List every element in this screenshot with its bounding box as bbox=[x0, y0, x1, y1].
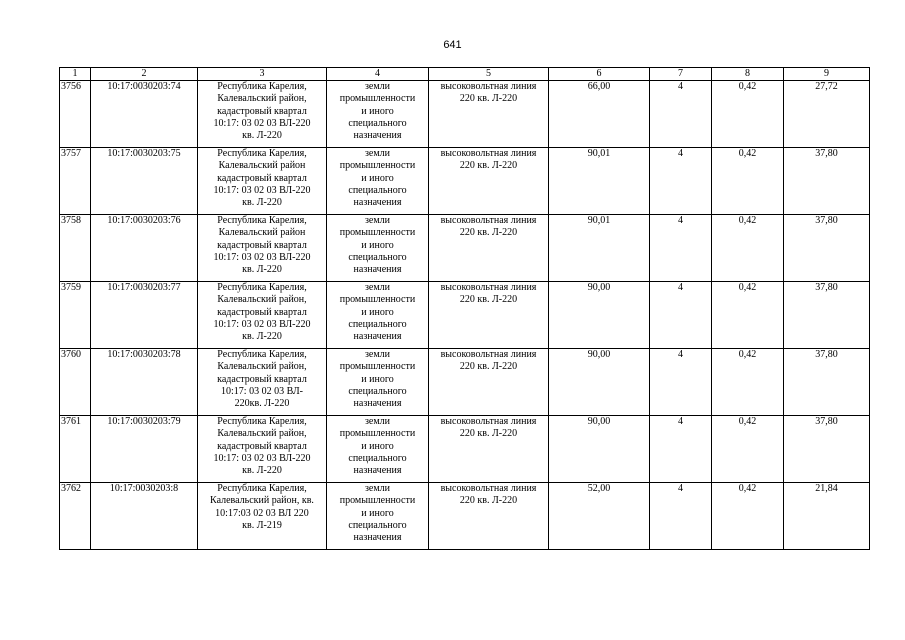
column-header: 2 bbox=[91, 68, 198, 81]
location-cell-line: 10:17: 03 02 03 ВЛ- bbox=[221, 385, 303, 397]
permitted-use-cell-line: высоковольтная линия bbox=[440, 215, 537, 226]
sum-value: 37,80 bbox=[784, 148, 870, 215]
column-7-value: 4 bbox=[650, 148, 712, 215]
location-cell-line: Калевальский район bbox=[218, 160, 306, 172]
land-category-cell-line: промышленности bbox=[339, 495, 416, 507]
land-category-cell-line: специального bbox=[348, 452, 407, 464]
table-row bbox=[60, 349, 870, 416]
location-cell-line: 10:17: 03 02 03 ВЛ-220 bbox=[213, 452, 311, 464]
land-registry-table bbox=[59, 67, 870, 550]
area-value: 90,00 bbox=[549, 416, 650, 483]
location-cell bbox=[198, 215, 327, 282]
land-category-cell-line: промышленности bbox=[339, 160, 416, 172]
table-row bbox=[60, 483, 870, 550]
cadastral-number: 10:17:0030203:76 bbox=[91, 215, 198, 282]
land-category-cell-line: промышленности bbox=[339, 227, 416, 239]
permitted-use-cell-line: 220 кв. Л-220 bbox=[459, 428, 518, 440]
sum-value: 37,80 bbox=[784, 349, 870, 416]
column-header: 4 bbox=[327, 68, 429, 81]
area-value: 52,00 bbox=[549, 483, 650, 550]
row-number: 3756 bbox=[60, 81, 91, 148]
row-number: 3759 bbox=[60, 282, 91, 349]
location-cell-line: Калевальский район, bbox=[217, 294, 307, 306]
permitted-use-cell bbox=[429, 215, 549, 282]
permitted-use-cell-line: высоковольтная линия bbox=[440, 148, 537, 159]
cadastral-number: 10:17:0030203:77 bbox=[91, 282, 198, 349]
permitted-use-cell bbox=[429, 349, 549, 416]
location-cell-line: Республика Карелия, bbox=[217, 81, 307, 92]
row-number: 3761 bbox=[60, 416, 91, 483]
land-category-cell-line: земли bbox=[364, 483, 391, 494]
land-category-cell-line: промышленности bbox=[339, 93, 416, 105]
permitted-use-cell bbox=[429, 416, 549, 483]
rate-value: 0,42 bbox=[712, 416, 784, 483]
sum-value: 37,80 bbox=[784, 416, 870, 483]
location-cell-line: кв. Л-220 bbox=[242, 197, 282, 209]
land-category-cell-line: специального bbox=[348, 184, 407, 196]
location-cell-line: 10:17: 03 02 03 ВЛ-220 bbox=[213, 184, 311, 196]
land-category-cell-line: назначения bbox=[353, 130, 402, 142]
land-category-cell-line: и иного bbox=[361, 105, 394, 117]
page-number: 641 bbox=[443, 39, 462, 51]
location-cell-line: Калевальский район, bbox=[217, 361, 307, 373]
column-header: 1 bbox=[60, 68, 91, 81]
land-category-cell-line: и иного bbox=[361, 507, 394, 519]
header-row bbox=[60, 68, 870, 81]
permitted-use-cell-line: 220 кв. Л-220 bbox=[459, 495, 518, 507]
location-cell-line: 10:17: 03 02 03 ВЛ-220 bbox=[213, 117, 311, 129]
rate-value: 0,42 bbox=[712, 282, 784, 349]
location-cell-line: кв. Л-220 bbox=[242, 130, 282, 142]
land-category-cell bbox=[327, 282, 429, 349]
row-number: 3757 bbox=[60, 148, 91, 215]
permitted-use-cell-line: высоковольтная линия bbox=[440, 416, 537, 427]
location-cell-line: Республика Карелия, bbox=[217, 215, 307, 226]
area-value: 90,01 bbox=[549, 148, 650, 215]
location-cell-line: кадастровый квартал bbox=[217, 373, 307, 385]
location-cell-line: кадастровый квартал bbox=[217, 306, 307, 318]
permitted-use-cell-line: высоковольтная линия bbox=[440, 81, 537, 92]
column-7-value: 4 bbox=[650, 349, 712, 416]
column-header: 5 bbox=[429, 68, 549, 81]
land-category-cell-line: и иного bbox=[361, 172, 394, 184]
rate-value: 0,42 bbox=[712, 81, 784, 148]
row-number: 3762 bbox=[60, 483, 91, 550]
location-cell-line: Республика Карелия, bbox=[217, 349, 307, 360]
permitted-use-cell-line: высоковольтная линия bbox=[440, 483, 537, 494]
table-row bbox=[60, 215, 870, 282]
column-header: 9 bbox=[784, 68, 870, 81]
location-cell-line: Калевальский район, кв. bbox=[210, 495, 314, 507]
location-cell bbox=[198, 148, 327, 215]
location-cell bbox=[198, 416, 327, 483]
location-cell-line: Республика Карелия, bbox=[217, 416, 307, 427]
permitted-use-cell-line: высоковольтная линия bbox=[440, 349, 537, 360]
land-category-cell-line: специального bbox=[348, 117, 407, 129]
location-cell-line: кадастровый квартал bbox=[217, 105, 307, 117]
rate-value: 0,42 bbox=[712, 349, 784, 416]
sum-value: 37,80 bbox=[784, 282, 870, 349]
area-value: 90,01 bbox=[549, 215, 650, 282]
land-category-cell-line: назначения bbox=[353, 197, 402, 209]
land-category-cell-line: земли bbox=[364, 349, 391, 360]
location-cell bbox=[198, 349, 327, 416]
land-category-cell bbox=[327, 483, 429, 550]
rate-value: 0,42 bbox=[712, 148, 784, 215]
location-cell-line: Калевальский район, bbox=[217, 428, 307, 440]
land-category-cell-line: назначения bbox=[353, 264, 402, 276]
location-cell-line: кв. Л-220 bbox=[242, 465, 282, 477]
land-category-cell-line: земли bbox=[364, 215, 391, 226]
column-header: 8 bbox=[712, 68, 784, 81]
land-category-cell-line: назначения bbox=[353, 465, 402, 477]
cadastral-number: 10:17:0030203:75 bbox=[91, 148, 198, 215]
area-value: 66,00 bbox=[549, 81, 650, 148]
location-cell-line: Республика Карелия, bbox=[217, 282, 307, 293]
table-row bbox=[60, 148, 870, 215]
land-category-cell-line: и иного bbox=[361, 373, 394, 385]
permitted-use-cell-line: 220 кв. Л-220 bbox=[459, 160, 518, 172]
land-category-cell-line: земли bbox=[364, 81, 391, 92]
column-7-value: 4 bbox=[650, 483, 712, 550]
land-category-cell-line: и иного bbox=[361, 306, 394, 318]
location-cell bbox=[198, 282, 327, 349]
sum-value: 37,80 bbox=[784, 215, 870, 282]
location-cell-line: Калевальский район, bbox=[217, 93, 307, 105]
land-category-cell bbox=[327, 416, 429, 483]
permitted-use-cell-line: 220 кв. Л-220 bbox=[459, 227, 518, 239]
column-7-value: 4 bbox=[650, 81, 712, 148]
land-category-cell-line: специального bbox=[348, 385, 407, 397]
cadastral-number: 10:17:0030203:74 bbox=[91, 81, 198, 148]
location-cell-line: 10:17: 03 02 03 ВЛ-220 bbox=[213, 318, 311, 330]
permitted-use-cell bbox=[429, 148, 549, 215]
land-category-cell-line: промышленности bbox=[339, 428, 416, 440]
land-category-cell bbox=[327, 148, 429, 215]
location-cell-line: Калевальский район bbox=[218, 227, 306, 239]
location-cell-line: кадастровый квартал bbox=[217, 440, 307, 452]
location-cell-line: кв. Л-220 bbox=[242, 331, 282, 343]
location-cell-line: Республика Карелия, bbox=[217, 148, 307, 159]
land-category-cell bbox=[327, 81, 429, 148]
permitted-use-cell bbox=[429, 483, 549, 550]
row-number: 3760 bbox=[60, 349, 91, 416]
location-cell-line: Республика Карелия, bbox=[217, 483, 307, 494]
land-category-cell-line: назначения bbox=[353, 331, 402, 343]
cadastral-number: 10:17:0030203:8 bbox=[91, 483, 198, 550]
column-header: 3 bbox=[198, 68, 327, 81]
column-7-value: 4 bbox=[650, 215, 712, 282]
column-header: 7 bbox=[650, 68, 712, 81]
rate-value: 0,42 bbox=[712, 483, 784, 550]
column-7-value: 4 bbox=[650, 416, 712, 483]
location-cell-line: кадастровый квартал bbox=[217, 172, 307, 184]
location-cell-line: кадастровый квартал bbox=[217, 239, 307, 251]
land-category-cell-line: промышленности bbox=[339, 361, 416, 373]
land-category-cell-line: земли bbox=[364, 416, 391, 427]
sum-value: 21,84 bbox=[784, 483, 870, 550]
location-cell bbox=[198, 483, 327, 550]
location-cell-line: кв. Л-219 bbox=[242, 519, 282, 531]
permitted-use-cell bbox=[429, 81, 549, 148]
cadastral-number: 10:17:0030203:78 bbox=[91, 349, 198, 416]
permitted-use-cell-line: 220 кв. Л-220 bbox=[459, 361, 518, 373]
location-cell-line: 220кв. Л-220 bbox=[234, 398, 290, 410]
permitted-use-cell-line: 220 кв. Л-220 bbox=[459, 93, 518, 105]
area-value: 90,00 bbox=[549, 282, 650, 349]
land-category-cell-line: специального bbox=[348, 251, 407, 263]
land-category-cell bbox=[327, 215, 429, 282]
land-category-cell-line: назначения bbox=[353, 532, 402, 544]
permitted-use-cell bbox=[429, 282, 549, 349]
land-category-cell-line: земли bbox=[364, 148, 391, 159]
row-number: 3758 bbox=[60, 215, 91, 282]
land-category-cell-line: назначения bbox=[353, 398, 402, 410]
cadastral-number: 10:17:0030203:79 bbox=[91, 416, 198, 483]
land-category-cell-line: специального bbox=[348, 318, 407, 330]
land-category-cell-line: и иного bbox=[361, 239, 394, 251]
location-cell-line: 10:17: 03 02 03 ВЛ-220 bbox=[213, 251, 311, 263]
land-category-cell-line: промышленности bbox=[339, 294, 416, 306]
land-category-cell bbox=[327, 349, 429, 416]
table-row bbox=[60, 282, 870, 349]
land-category-cell-line: земли bbox=[364, 282, 391, 293]
location-cell-line: 10:17:03 02 03 ВЛ 220 bbox=[215, 507, 309, 519]
location-cell bbox=[198, 81, 327, 148]
table-row bbox=[60, 416, 870, 483]
table-row bbox=[60, 81, 870, 148]
column-header: 6 bbox=[549, 68, 650, 81]
permitted-use-cell-line: 220 кв. Л-220 bbox=[459, 294, 518, 306]
sum-value: 27,72 bbox=[784, 81, 870, 148]
location-cell-line: кв. Л-220 bbox=[242, 264, 282, 276]
land-category-cell-line: и иного bbox=[361, 440, 394, 452]
rate-value: 0,42 bbox=[712, 215, 784, 282]
land-category-cell-line: специального bbox=[348, 519, 407, 531]
column-7-value: 4 bbox=[650, 282, 712, 349]
permitted-use-cell-line: высоковольтная линия bbox=[440, 282, 537, 293]
area-value: 90,00 bbox=[549, 349, 650, 416]
